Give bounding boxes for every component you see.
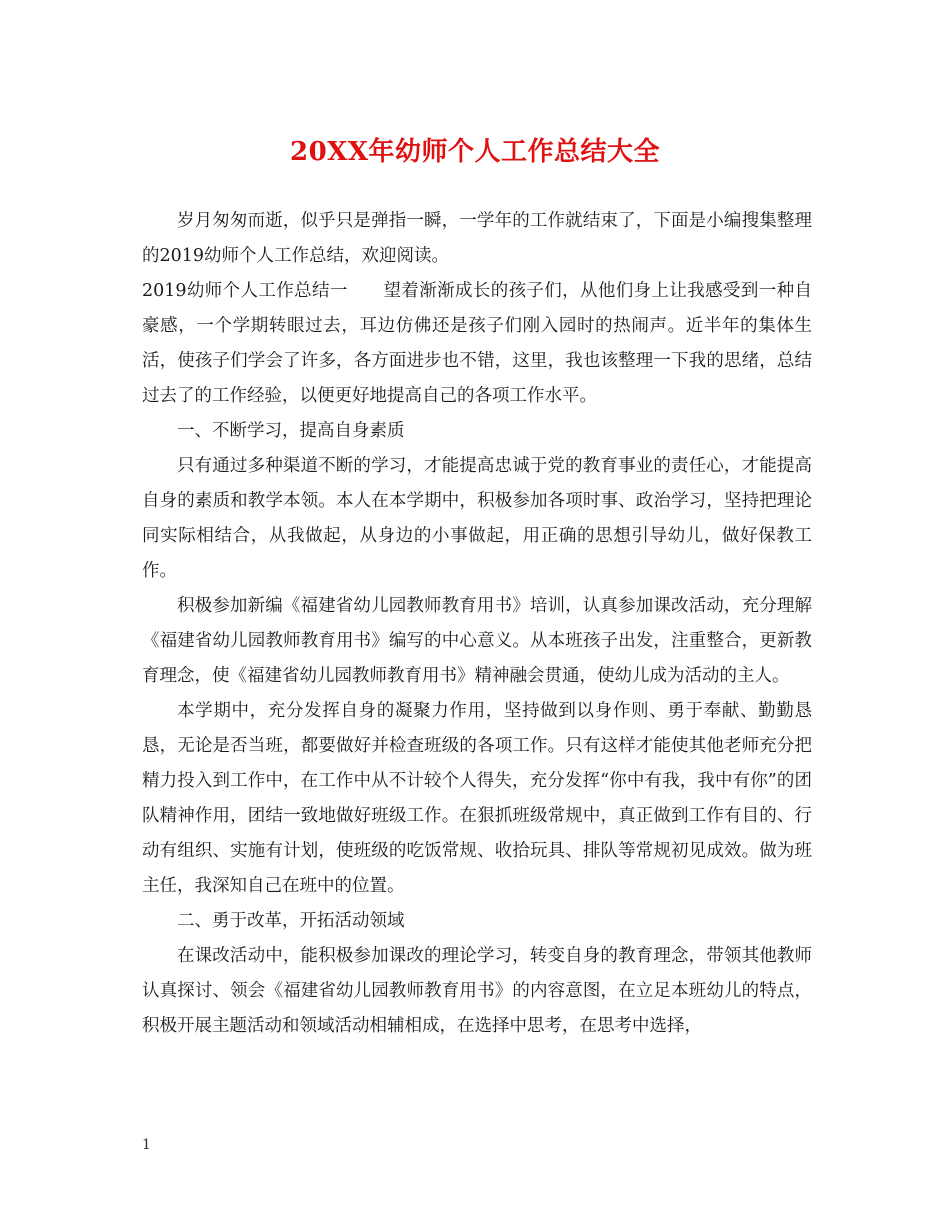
paragraph-summary-one: 2019幼师个人工作总结一 望着渐渐成长的孩子们，从他们身上让我感受到一种自豪感，一个学期转眼过去，耳边仿佛还是孩子们刚入园时的热闹声。近半年的集体生活，使孩子们学会了许多，各方面进步也不错，这里，我也该整理一下我的思绪，总结过去了的工作经验，以便更好地提高自己的各项工作水平。 [142, 281, 812, 406]
document-body [142, 204, 812, 1044]
section-heading-reform: 二、勇于改革，开拓活动领域 [177, 911, 405, 931]
paragraph-reform: 在课改活动中，能积极参加课改的理论学习，转变自身的教育理念，带领其他教师认真探讨、领会《福建省幼儿园教师教育用书》的内容意图，在立足本班幼儿的特点，积极开展主题活动和领域活动相辅相成，在选择中思考，在思考中选择， [142, 946, 812, 1036]
paragraph-teamwork: 本学期中，充分发挥自身的凝聚力作用，坚持做到以身作则、勇于奉献、勤勤恳恳，无论是否当班，都要做好并检查班级的各项工作。只有这样才能使其他老师充分把精力投入到工作中，在工作中从不计较个人得失，充分发挥“你中有我，我中有你”的团队精神作用，团结一致地做好班级工作。在狠抓班级常规中，真正做到工作有目的、行动有组织、实施有计划，使班级的吃饭常规、收拾玩具、排队等常规初见成效。做为班主任，我深知自己在班中的位置。 [142, 701, 812, 896]
document-title: 20XX年幼师个人工作总结大全 [289, 137, 661, 167]
paragraph-intro: 岁月匆匆而逝，似乎只是弹指一瞬，一学年的工作就结束了，下面是小编搜集整理的2019幼师个人工作总结，欢迎阅读。 [142, 211, 812, 266]
page-number: 1 [142, 1137, 151, 1153]
paragraph-training: 积极参加新编《福建省幼儿园教师教育用书》培训，认真参加课改活动，充分理解《福建省幼儿园教师教育用书》编写的中心意义。从本班孩子出发，注重整合，更新教育理念，使《福建省幼儿园教师教育用书》精神融会贯通，使幼儿成为活动的主人。 [142, 596, 812, 686]
section-heading-study: 一、不断学习，提高自身素质 [177, 421, 405, 441]
paragraph-study: 只有通过多种渠道不断的学习，才能提高忠诚于党的教育事业的责任心，才能提高自身的素质和教学本领。本人在本学期中，积极参加各项时事、政治学习，坚持把理论同实际相结合，从我做起，从身边的小事做起，用正确的思想引导幼儿，做好保教工作。 [142, 456, 812, 581]
